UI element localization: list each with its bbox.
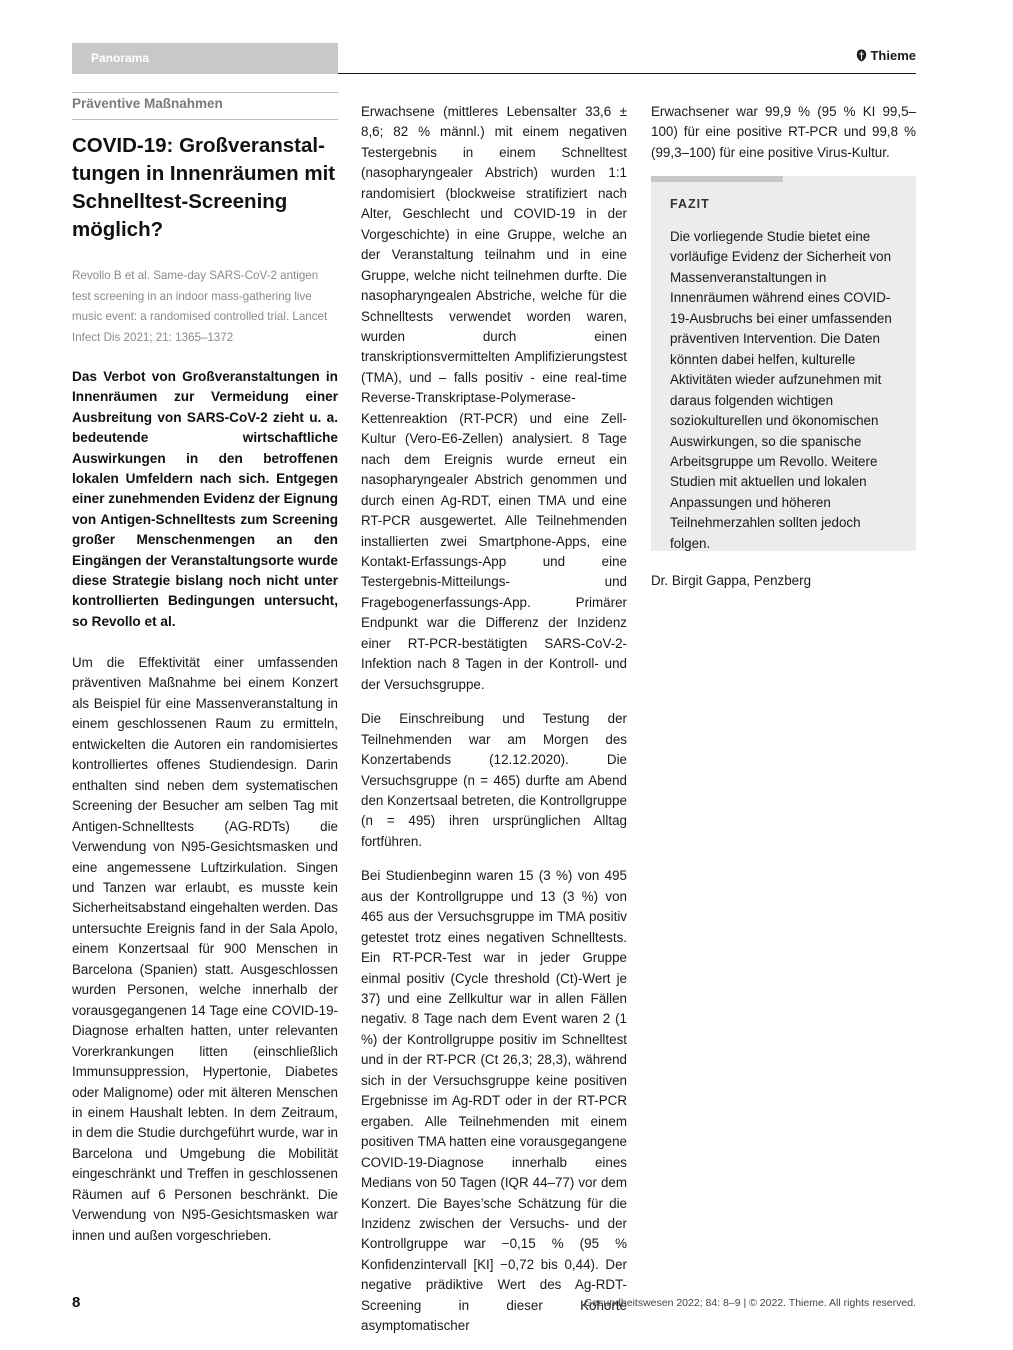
thieme-logo-icon xyxy=(856,49,867,62)
body-paragraph: Die Einschreibung und Testung der Teilnehmenden war am Morgen des Konzertabends (12.12.2020). Die Versuchsgruppe (n = 465) durfte am Abend den Konzertsaal betreten, die Kontrollgruppe (n = 495) ihren ursprünglichen Alltag fortführen. xyxy=(361,711,627,849)
header-rule xyxy=(338,73,916,74)
body-column-3 xyxy=(651,102,916,163)
reference-citation: Revollo B et al. Same-day SARS-CoV-2 antigen test screening in an indoor mass-gathering live music event: a randomised controlled trial. Lancet Infect Dis 2021; 21: 1365–1372 xyxy=(72,269,328,344)
lead-paragraph: Das Verbot von Großveranstaltungen in Innenräumen zur Vermeidung einer Ausbreitung von SARS-CoV-2 zieht u. a. bedeutende wirtschaftliche Auswirkungen in den betroffenen lokalen Umfeldern nach sich. Entgegen einer zunehmenden Evidenz der Eignung von Antigen-Schnelltests zum Screening großer Menschenmengen an den Eingängen der Veranstaltungsorte wurde diese Strategie bislang noch nicht unter kontrollierten Bedingungen untersucht, so Revollo et al. xyxy=(72,369,338,629)
conclusion-accent-bar xyxy=(651,176,783,182)
body-paragraph: Erwachsene (mittleres Lebensalter 33,6 ± 8,6; 82 % männl.) mit einem negativen Testergebnis in einem Schnelltest (nasopharyngealer Abstrich) wurden 1:1 randomisiert (blockweise stratifiziert nach Alter, Geschlecht und COVID-19 in der Vorgeschichte) in eine Gruppe, welche an der Veranstaltung teilnahm und in eine Gruppe, welche nicht teilnehmen durfte. Die nasopharyngealen Abstriche, welche für die Schnelltests verwendet worden waren, wurden durch einen transkriptionsvermittelten Amplifizierungstest (TMA), und – falls positiv - eine real-time Reverse-Transkriptase-Polymerase-Kettenreaktion (RT-PCR) und eine Zell-Kultur (Vero-E6-Zellen) analysiert. 8 Tage nach dem Ereignis wurde erneut ein nasopharyngealer Abstrich genommen und durch einen Ag-RDT, einen TMA und eine RT-PCR ausgewertet. Alle Teilnehmenden installierten zwei Smartphone-Apps, eine Kontakt-Erfassungs-App und eine Testergebnis-Mitteilungs- und Fragebogenerfassungs-App. Primärer Endpunkt war die Differenz der Inzidenz einer RT-PCR-bestätigten SARS-CoV-2-Infektion nach 8 Tagen in der Kontroll- und der Versuchsgruppe. xyxy=(361,104,627,692)
category-rule-bottom xyxy=(72,119,338,120)
body-paragraph: Um die Effektivität einer umfassenden präventiven Maßnahme bei einem Konzert als Beispiel für eine Massenveranstaltung in einem geschlossenen Raum zu ermitteln, entwickelten die Autoren ein randomisiertes kontrolliertes offenes Studiendesign. Darin enthalten sind neben dem systematischen Screening der Besucher am selben Tag mit Antigen-Schnelltests (AG-RDTs) die Verwendung von N95-Gesichtsmasken und eine angemessene Luftzirkulation. Singen und Tanzen war erlaubt, es musste kein Sicherheitsabstand eingehalten werden. Das untersuchte Ereignis fand in der Sala Apolo, einem Konzertsaal für 900 Menschen in Barcelona (Spanien) statt. Ausgeschlossen wurden Personen, welche innerhalb der vorausgegangenen 14 Tage eine COVID-19-Diagnose erhalten hatten, unter relevanten Vorerkrankungen litten (einschließlich Immunsuppression, Hypertonie, Diabetes oder Malignome) oder mit älteren Menschen in einem Haushalt lebten. In dem Zeitraum, in dem die Studie durchgeführt wurde, war in Barcelona und Umgebung die Mobilität eingeschränkt und Treffen in geschlossenen Räumen auf 6 Personen beschränkt. Die Verwendung von N95-Gesichtsmasken war innen und außen vorgeschrieben. xyxy=(72,655,338,1243)
conclusion-heading: FAZIT xyxy=(670,197,710,211)
section-header-label: Panorama xyxy=(91,51,150,65)
publisher-logo xyxy=(856,48,916,63)
category-rule-top xyxy=(72,92,338,93)
publisher-name: Thieme xyxy=(870,48,916,63)
journal-citation: Gesundheitswesen 2022; 84: 8–9 | © 2022. Thieme. All rights reserved. xyxy=(584,1297,916,1309)
author-signature: Dr. Birgit Gappa, Penzberg xyxy=(651,573,812,588)
body-column-2 xyxy=(361,102,627,1337)
article-category: Präventive Maßnahmen xyxy=(72,96,223,111)
article-title: COVID-19: Großveranstaltungen in Innenräumen mit Schnelltest-Screening möglich? xyxy=(72,134,336,241)
body-column-1 xyxy=(72,653,338,1246)
body-paragraph: Bei Studienbeginn waren 15 (3 %) von 495 aus der Kontrollgruppe und 13 (3 %) von 465 aus der Versuchsgruppe im TMA positiv getestet trotz eines negativen Schnelltests. Ein RT-PCR-Test war in jeder Gruppe einmal positiv (Cycle threshold (Ct)-Wert je 37) und eine Zellkultur war in allen Fällen negativ. 8 Tage nach dem Event waren 2 (1 %) der Kontrollgruppe positiv im Schnelltest und in der RT-PCR (Ct 26,3; 28,3), während sich in der Versuchsgruppe keine positiven Ergebnisse im Ag-RDT oder in der RT-PCR ergaben. Alle Teilnehmenden mit einem positiven TMA hatten eine vorausgegangene COVID-19-Diagnose innerhalb eines Medians von 50 Tagen (IQR 44–77) vor dem Konzert. Die Bayes’sche Schätzung für die Inzidenz zwischen der Versuchs- und der Kontrollgruppe war −0,15 % (95 % Konfidenzintervall [KI] −0,72 bis 0,44). Der negative prädiktive Wert des Ag-RDT-Screening in dieser Kohorte asymptomatischer xyxy=(361,868,627,1334)
section-header-bar xyxy=(72,43,338,74)
body-paragraph: Erwachsener war 99,9 % (95 % KI 99,5–100) für eine positive RT-PCR und 99,8 % (99,3–100) für eine positive Virus-Kultur. xyxy=(651,104,916,160)
page-number: 8 xyxy=(72,1294,81,1311)
conclusion-text: Die vorliegende Studie bietet eine vorläufige Evidenz der Sicherheit von Massenveranstaltungen in Innenräumen während eines COVID-19-Ausbruchs bei einer umfassenden präventiven Intervention. Die Daten könnten dabei helfen, kulturelle Aktivitäten wieder aufzunehmen mit daraus folgenden wichtigen soziokulturellen und ökonomischen Auswirkungen, so die spanische Arbeitsgruppe um Revollo. Weitere Studien mit aktuellen und lokalen Anpassungen und höheren Teilnehmerzahlen sollten jedoch folgen. xyxy=(670,229,892,551)
conclusion-box xyxy=(651,176,916,551)
